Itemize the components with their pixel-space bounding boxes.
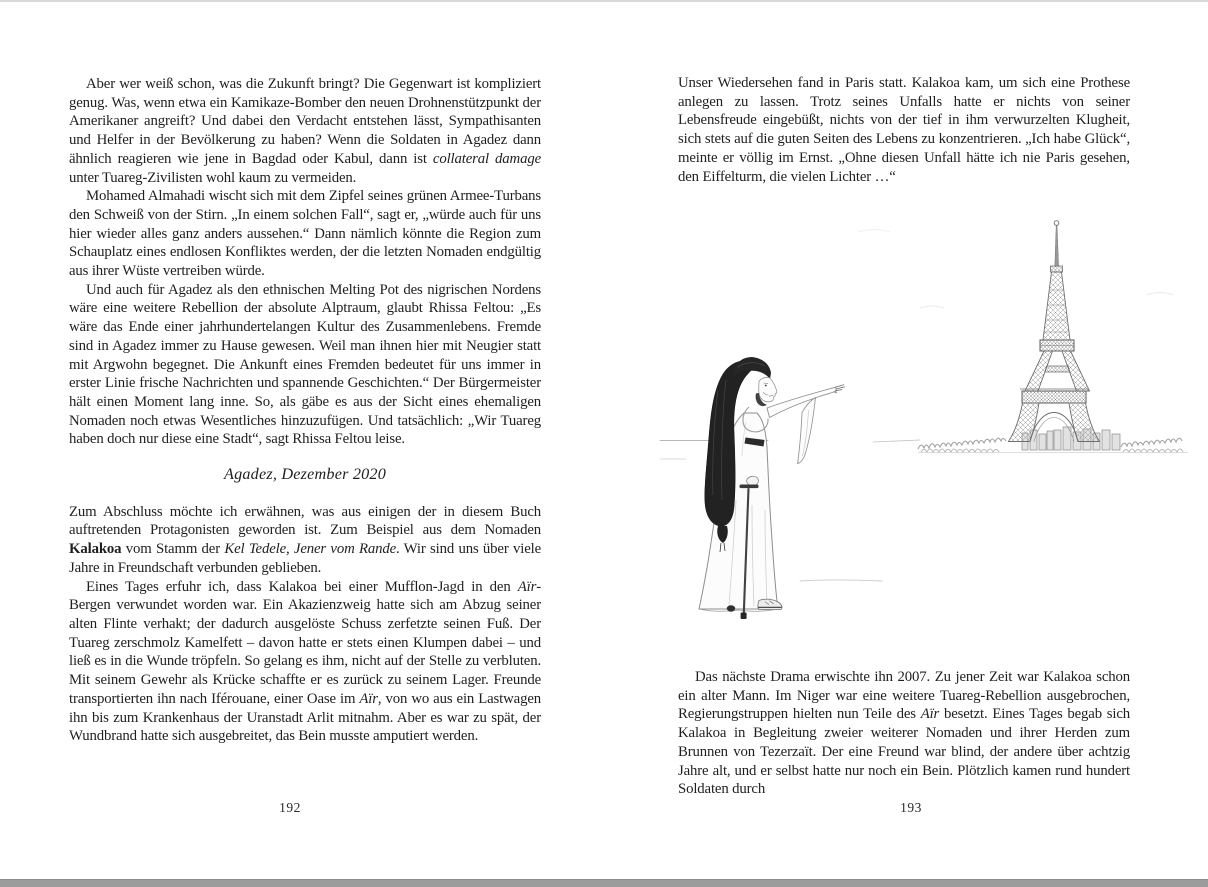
text-run: -Bergen verwundet worden war. Ein Akazienzweig hatte sich am Abzug seiner alten Flinte verhakt; der dadurch ausgelöste Schuss zerfetzte seinen Fuß. Der Tuareg zerschmolz Kamelfett – davon hatte er stets einen Klumpen dabei – und ließ es in die Wunde tröpfeln. So gelang es ihm, nicht auf der Stelle zu verbluten. Mit seinem Gewehr als Krücke schaffte er es zurück zu seinem Lager. Freunde transportierten ihn nach Iférouane, einer Oase im (69, 578, 541, 707)
text-run: Aïr (359, 690, 378, 707)
paragraph (69, 503, 541, 578)
text-run: besetzt. Eines Tages begab sich Kalakoa in Begleitung zweier weiterer Nomaden und ihrer Herden zum Brunnen von Tezerzaït. Der eine Freund war blind, der andere über achtzig Jahre alt, und er selbst hatte nur noch ein Bein. Plötzlich kamen rund hundert Soldaten durch (678, 706, 1131, 798)
text-run: , von wo aus ein Lastwagen ihn bis zum Krankenhaus der Uranstadt Arlit mitnahm. Aber es war zu spät, der Wundbrand hatte sich ausgebreitet, das Bein musste amputiert werden. (69, 690, 541, 745)
right-page-text-top (678, 74, 1130, 186)
walking-cane (740, 485, 759, 489)
text-run: Das nächste Drama erwischte ihn 2007. Zu jener Zeit war Kalakoa schon ein alter Mann. Im Niger war eine weitere Tuareg-Rebellion ausgebrochen, Regierungstruppen hielten nun Teile des (678, 669, 1130, 723)
text-run: Aïr (517, 578, 537, 595)
text-run: Aïr (920, 706, 940, 723)
paragraph (678, 668, 1130, 799)
paragraph (69, 578, 541, 746)
section-heading: Agadez, Dezember 2020 (224, 465, 386, 484)
left-page-text-column (69, 75, 541, 746)
text-run: Aber wer weiß schon, was die Zukunft bringt? Die Gegenwart ist kompliziert genug. Was, wenn etwa ein Kamikaze-Bomber den neuen Drohnenstützpunkt der Amerikaner angreift? Und dabei den Verdacht entstehen lässt, Sympathisanten und Helfer in der Bevölkerung zu haben? Wenn die Soldaten in Agadez dann ähnlich reagieren wie jene in Bagdad oder Kabul, dann ist (69, 76, 541, 167)
paragraph (678, 74, 1130, 186)
text-run: Mohamed Almahadi wischt sich mit dem Zipfel seines grünen Armee-Turbans den Schweiß von der Stirn. „In einem solchen Fall“, sagt er, „würde auch für uns hier wieder alles ganz anders aussehen.“ Dann nämlich könnte die Region zum Schauplatz eines endlosen Konfliktes werden, der die letzten Nomaden endgültig aus ihrer Wüste vertreiben würde. (69, 188, 541, 280)
text-run: Kalakoa (69, 541, 122, 558)
left-page-paragraphs-upper (69, 75, 541, 449)
illustration-tuareg-pointing-at-eiffel-tower (618, 200, 1193, 665)
face (759, 377, 777, 401)
viewer-top-rule (0, 0, 1208, 2)
paragraph (69, 281, 541, 449)
text-run: Und auch für Agadez als den ethnischen Melting Pot des nigrischen Nordens wäre eine weitere Rebellion der absolute Alptraum, glaubt Rhissa Feltou: „Es wäre das Ende einer jahrhundertelangen Kultur des Zusammenlebens. Fremde sind in Agadez immer zu Hause gewesen. Weil man ihnen hier mit Neugier statt mit Argwohn begegnet. Die Ankunft eines Fremden bedeutet für uns immer in erster Linie frische Nachrichten und spannende Geschichten.“ Der Bürgermeister hält einen Moment lang inne. So, als gäbe es aus der Sicht eines ehemaligen Nomaden noch etwas Wesentliches hinzuzufügen. Und tatsächlich: „Wir Tuareg haben doch nur diese eine Stadt“, sagt Rhissa Feltou leise. (69, 281, 541, 448)
paris-skyline (918, 427, 1188, 453)
text-run: . Wir sind uns über viele Jahre in Freundschaft verbunden geblieben. (69, 541, 541, 576)
right-page-text-bottom (678, 668, 1130, 799)
text-run: collateral damage (432, 150, 541, 167)
paragraph (69, 187, 541, 281)
text-run: Kel Tedele, Jener vom Rande (224, 541, 397, 558)
text-run: Zum Abschluss möchte ich erwähnen, was aus einigen der in diesem Buch auftretenden Protagonisten geworden ist. Zum Beispiel aus dem Nomaden (69, 503, 541, 539)
text-run: Eines Tages erfuhr ich, dass Kalakoa bei einer Mufflon-Jagd in den (86, 578, 518, 595)
eiffel-tower (1009, 221, 1100, 442)
text-run: Unser Wiedersehen fand in Paris statt. Kalakoa kam, um sich eine Prothese anlegen zu lassen. Trotz seines Unfalls hatte er nichts von seiner Lebensfreude eingebüßt, nichts von der tief in ihm verwurzelten Klugheit, sich stets auf die guten Seiten des Lebens zu konzentrieren. „Ich habe Glück“, meinte er völlig im Ernst. „Ohne diesen Unfall hätte ich nie Paris gesehen, den Eiffelturm, die vielen Lichter …“ (678, 75, 1130, 185)
page-number-right: 193 (900, 800, 922, 815)
text-run: unter Tuareg-Zivilisten wohl kaum zu vermeiden. (69, 169, 357, 186)
left-page-paragraphs-lower (69, 503, 541, 746)
text-run: vom Stamm der (121, 541, 225, 558)
page-number-left: 192 (279, 800, 301, 815)
paragraph (69, 75, 541, 187)
